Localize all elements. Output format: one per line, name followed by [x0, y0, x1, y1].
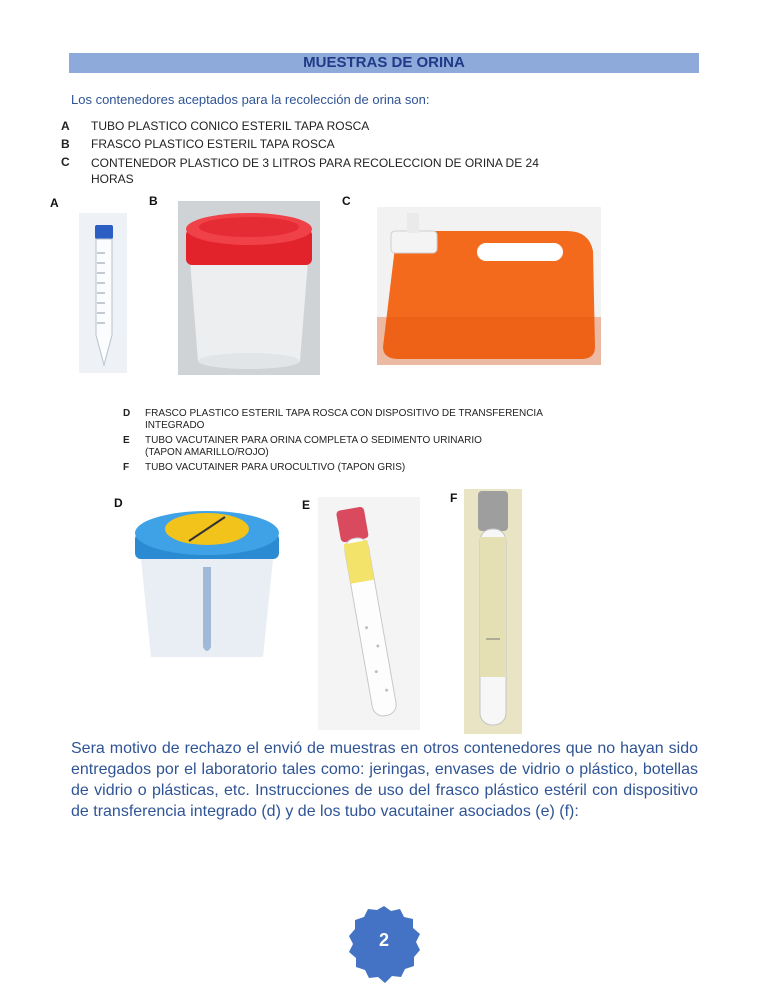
urine-jar-image	[178, 201, 320, 375]
rejection-paragraph: Sera motivo de rechazo el envió de muestras en otros contenedores que no hayan sido entregados por el laboratorio tales como: jeringas, envases de vidrio o plástico, botellas de vidrio o plásticas, etc. Instrucciones de uso del frasco plástico estéril con dispositivo de transferencia integrado (d) y de los tubo vacutainer asociados (e) (f):	[71, 740, 698, 820]
list-item: A TUBO PLASTICO CONICO ESTERIL TAPA ROSCA	[61, 119, 370, 133]
transfer-device-jar-image	[127, 497, 287, 670]
image-label-a: A	[50, 196, 59, 210]
list-item: B FRASCO PLASTICO ESTERIL TAPA ROSCA	[61, 137, 335, 151]
vacutainer-yellow-image	[318, 497, 420, 730]
container-list-1	[61, 119, 581, 187]
list-item: E TUBO VACUTAINER PARA ORINA COMPLETA O SEDIMENTO URINARIO (TAPON AMARILLO/ROJO)	[123, 435, 482, 458]
vacutainer-gray-image	[464, 489, 522, 734]
section-title: MUESTRAS DE ORINA	[303, 54, 465, 71]
image-label-b: B	[149, 194, 158, 208]
collection-container-image	[377, 207, 601, 365]
section-title-bar	[69, 53, 699, 73]
image-label-e: E	[302, 498, 311, 512]
container-list-2	[123, 408, 543, 473]
conical-tube-image	[79, 213, 127, 373]
image-label-f: F	[450, 491, 458, 505]
list-item: D FRASCO PLASTICO ESTERIL TAPA ROSCA CON DISPOSITIVO DE TRANSFERENCIA INTEGRADO	[123, 408, 543, 431]
image-label-d: D	[114, 496, 123, 510]
intro-text: Los contenedores aceptados para la recolección de orina son:	[71, 92, 430, 107]
list-item: F TUBO VACUTAINER PARA UROCULTIVO (TAPON GRIS)	[123, 462, 406, 473]
image-label-c: C	[342, 194, 351, 208]
list-item: C CONTENEDOR PLASTICO DE 3 LITROS PARA RECOLECCION DE ORINA DE 24 HORAS	[61, 155, 539, 186]
page-number: 2	[378, 930, 389, 950]
